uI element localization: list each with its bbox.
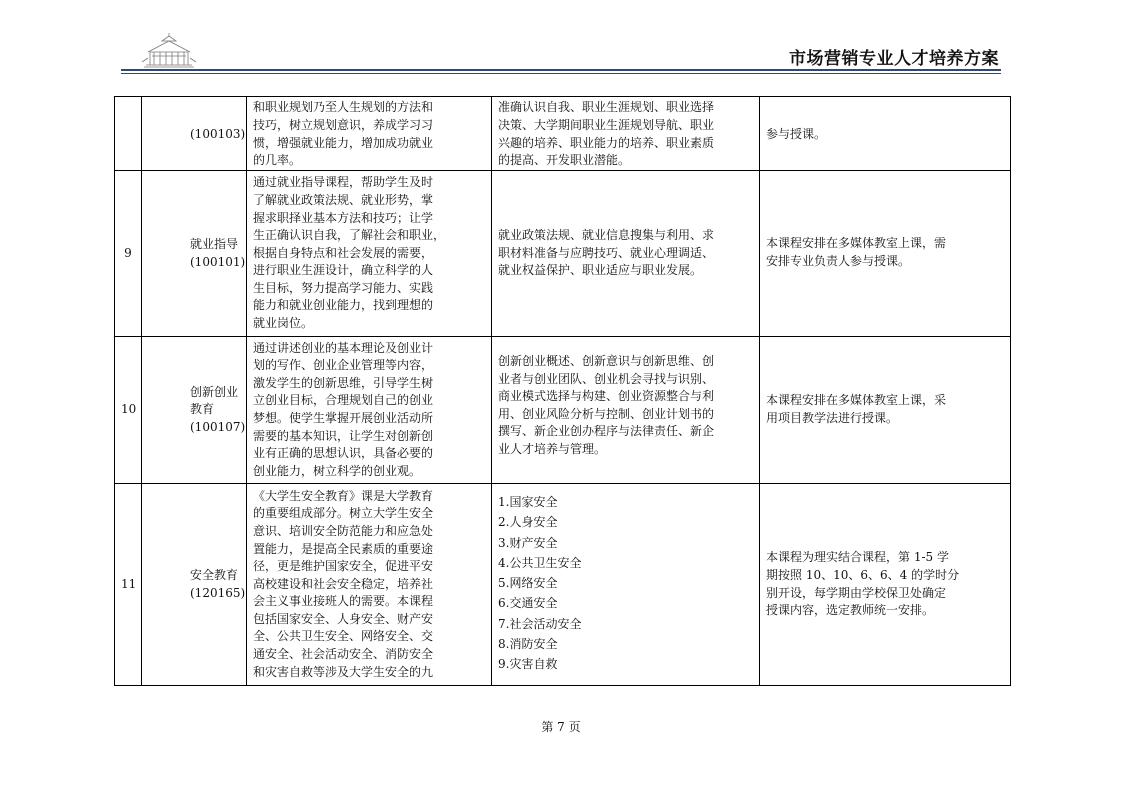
course-note-text: 本课程为理实结合课程，第 1-5 学 期按照 10、10、6、6、4 的学时分 别开设，每学期由学校保卫处确定 授课内容，选定教师统一安排。 xyxy=(766,550,960,618)
document-title: 市场营销专业人才培养方案 xyxy=(789,49,999,69)
course-goal-text: 通过讲述创业的基本理论及创业计 划的写作、创业企业管理等内容， 激发学生的创新思维，引导学生树 立创业目标，合理规划自己的创业 梦想。使学生掌握开展创业活动所 需要的基本知识，让学生对创新创 业有正确的思想认识，具备必要的 创业能力，树立科学的创业观。 xyxy=(253,340,434,478)
course-goal-text: 通过就业指导课程，帮助学生及时 了解就业政策法规、就业形势，掌 握求职择业基本方法和技巧；让学 生正确认识自我，了解社会和职业， 根据自身特点和社会发展的需要， 进行职业生涯设计，确立科学的人 生目标，努力提高学习能力、实践 能力和就业创业能力，找到理想的 就业岗位。 xyxy=(253,175,446,331)
course-number-cell xyxy=(115,97,142,171)
course-name-continued: 教育 xyxy=(190,402,215,417)
list-item: 7.社会活动安全 xyxy=(498,616,582,631)
table-row xyxy=(115,484,1011,686)
course-goal-text: 《大学生安全教育》课是大学教育 的重要组成部分。树立大学生安全 意识、培训安全防范能力和应急处 置能力，是提高全民素质的重要途 径，更是维护国家安全，促进平安 高校建设和社会安全稳定，培养社 会主义事业接班人的需要。本课程 包括国家安全、人身安全、财产安 全、公共卫生安全、网络安全、交 通安全、社会活动安全、消防安全 和灾害自救等涉及大学生安全的九 xyxy=(253,488,434,679)
course-code: (100107) xyxy=(190,419,246,434)
page-header xyxy=(0,0,1122,80)
course-table xyxy=(114,96,1011,686)
course-content-text: 创新创业概述、创新意识与创新思维、创 业者与创业团队、创业机会寻找与识别、 商业模式选择与构建、创业资源整合与利 用、创业风险分析与控制、创业计划书的 撰写、新企业创办程序与法律责任、新企 业人才培养与管理。 xyxy=(498,354,715,456)
list-item: 5.网络安全 xyxy=(498,576,558,591)
course-note-text: 本课程安排在多媒体教室上课，需 安排专业负责人参与授课。 xyxy=(766,236,947,268)
course-code: (100103) xyxy=(190,126,246,141)
page-number: 第 7 页 xyxy=(541,720,581,734)
course-goal-cell xyxy=(247,171,492,337)
course-note-cell xyxy=(760,171,1011,337)
course-name-cell xyxy=(142,484,247,686)
list-item: 6.交通安全 xyxy=(498,596,558,611)
list-item: 8.消防安全 xyxy=(498,637,558,652)
course-content-cell xyxy=(492,97,760,171)
course-name-cell xyxy=(142,337,247,484)
list-item: 2.人身安全 xyxy=(498,515,558,530)
list-item: 1.国家安全 xyxy=(498,495,558,509)
course-content-text: 就业政策法规、就业信息搜集与利用、求 职材料准备与应聘技巧、就业心理调适、 就业权益保护、职业适应与职业发展。 xyxy=(498,228,715,278)
list-item: 9.灾害自救 xyxy=(498,657,558,672)
course-number-cell: 9 xyxy=(115,171,142,337)
table-row xyxy=(115,97,1011,171)
header-rule xyxy=(121,69,1001,71)
table-row xyxy=(115,171,1011,337)
course-content-cell xyxy=(492,337,760,484)
course-code: (100101) xyxy=(190,254,246,269)
course-number-cell: 10 xyxy=(115,337,142,484)
course-note-cell xyxy=(760,97,1011,171)
course-goal-text: 和职业规划乃至人生规划的方法和 技巧，树立规划意识，养成学习习 惯，增强就业能力，增加成功就业 的几率。 xyxy=(253,100,434,168)
course-name: 安全教育 xyxy=(190,567,239,582)
course-goal-cell xyxy=(247,97,492,171)
course-content-text: 准确认识自我、职业生涯规划、职业选择 决策、大学期间职业生涯规划导航、职业 兴趣的培养、职业能力的培养、职业素质 的提高、开发职业潜能。 xyxy=(498,100,715,168)
table-row xyxy=(115,337,1011,484)
course-number-cell: 11 xyxy=(115,484,142,686)
course-name: 创新创业 xyxy=(190,384,239,399)
course-note-cell xyxy=(760,484,1011,686)
course-content-cell xyxy=(492,484,760,686)
course-code: (120165) xyxy=(190,585,246,600)
course-name-cell xyxy=(142,171,247,337)
course-goal-cell xyxy=(247,337,492,484)
list-item: 4.公共卫生安全 xyxy=(498,555,582,570)
course-content-cell xyxy=(492,171,760,337)
course-name: 就业指导 xyxy=(190,236,239,251)
course-name-cell xyxy=(142,97,247,171)
header-rule-thin xyxy=(121,73,1001,74)
course-goal-cell xyxy=(247,484,492,686)
list-item: 3.财产安全 xyxy=(498,535,558,550)
course-note-text: 参与授课。 xyxy=(766,126,827,141)
course-note-cell xyxy=(760,337,1011,484)
campus-building-logo-icon xyxy=(140,32,198,68)
course-note-text: 本课程安排在多媒体教室上课，采 用项目教学法进行授课。 xyxy=(766,393,947,425)
